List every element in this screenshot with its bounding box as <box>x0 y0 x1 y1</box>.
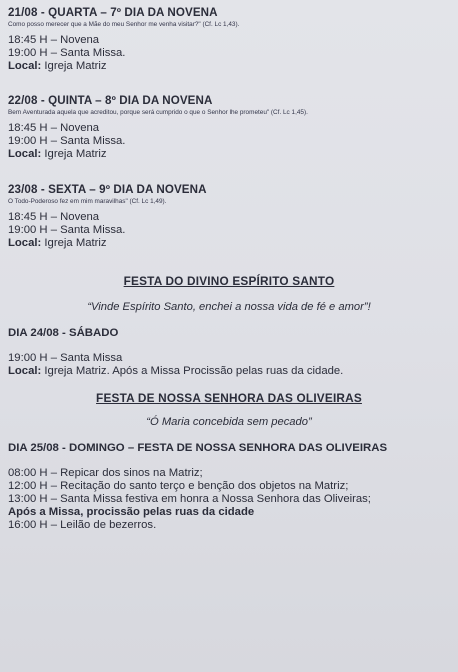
location-value: Igreja Matriz <box>41 148 107 160</box>
location-label: Local: <box>8 148 42 160</box>
location-value: Igreja Matriz <box>41 60 107 72</box>
novena-day-8-quote: Bem Aventurada aquela que acreditou, porque será cumprido o que o Senhor lhe prometeu" (Cf. Lc 1,45). <box>8 109 308 116</box>
novena-day-7 <box>8 6 452 73</box>
festa-oliveiras-schedule <box>8 442 452 532</box>
schedule-line: 18:45 H – Novena <box>8 34 100 46</box>
location-label: Local: <box>8 365 42 377</box>
schedule-line: 18:45 H – Novena <box>8 211 100 223</box>
festa-espirito-santo-title: FESTA DO DIVINO ESPÍRITO SANTO <box>123 274 335 288</box>
location-line <box>8 365 452 378</box>
location-line <box>8 60 452 73</box>
festa-espirito-santo-prayer: “Vinde Espírito Santo, enchei a nossa vida de fé e amor”! <box>87 301 371 313</box>
novena-day-7-quote: Como posso merecer que a Mãe do meu Senhor me venha visitar?" (Cf. Lc 1,43). <box>8 21 240 28</box>
location-line <box>8 148 452 161</box>
location-label: Local: <box>8 60 42 72</box>
novena-day-8-heading: 22/08 - QUINTA – 8º DIA DA NOVENA <box>8 94 213 107</box>
schedule-line: 13:00 H – Santa Missa festiva em honra a Nossa Senhora das Oliveiras; <box>8 493 371 505</box>
schedule-line: 18:45 H – Novena <box>8 122 100 134</box>
schedule-line: 19:00 H – Santa Missa <box>8 352 123 364</box>
schedule-line: 08:00 H – Repicar dos sinos na Matriz; <box>8 467 203 479</box>
schedule-line: 16:00 H – Leilão de bezerros. <box>8 519 157 531</box>
schedule-line: 12:00 H – Recitação do santo terço e benção dos objetos na Matriz; <box>8 480 349 492</box>
day-heading: DIA 25/08 - DOMINGO – FESTA DE NOSSA SENHORA DAS OLIVEIRAS <box>8 442 388 454</box>
festa-espirito-santo-schedule <box>8 327 452 378</box>
location-value: Igreja Matriz <box>41 237 107 249</box>
novena-day-7-heading: 21/08 - QUARTA – 7º DIA DA NOVENA <box>8 6 218 19</box>
novena-day-9-quote: O Todo-Poderoso fez em mim maravilhas" (Cf. Lc 1,49). <box>8 198 167 205</box>
day-heading: DIA 24/08 - SÁBADO <box>8 327 119 339</box>
procession-line: Após a Missa, procissão pelas ruas da cidade <box>8 506 255 518</box>
location-value: Igreja Matriz. Após a Missa Procissão pelas ruas da cidade. <box>41 365 344 377</box>
festa-oliveiras-prayer: “Ó Maria concebida sem pecado” <box>146 416 312 428</box>
schedule-line: 19:00 H – Santa Missa. <box>8 224 126 236</box>
schedule-line: 19:00 H – Santa Missa. <box>8 47 126 59</box>
schedule-line: 19:00 H – Santa Missa. <box>8 135 126 147</box>
novena-day-9 <box>8 183 452 250</box>
novena-day-8 <box>8 94 452 161</box>
location-line <box>8 237 452 250</box>
novena-day-9-heading: 23/08 - SEXTA – 9º DIA DA NOVENA <box>8 183 207 196</box>
festa-oliveiras-title: FESTA DE NOSSA SENHORA DAS OLIVEIRAS <box>96 391 362 405</box>
location-label: Local: <box>8 237 42 249</box>
